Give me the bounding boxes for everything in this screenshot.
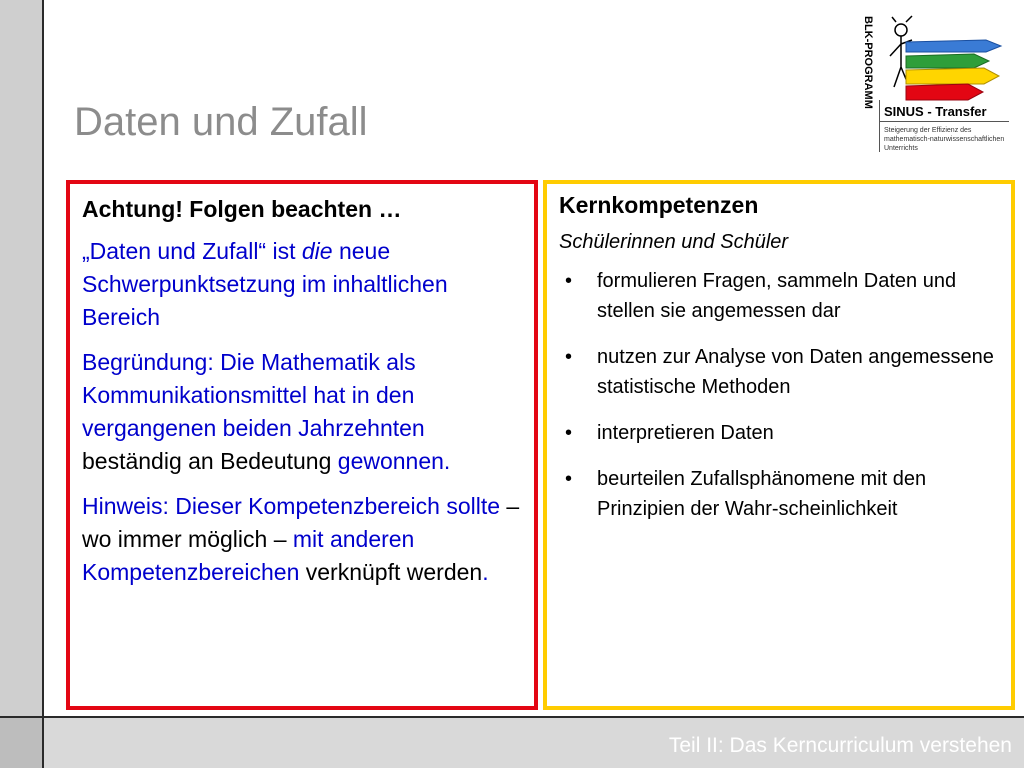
attention-paragraph-note-part4: verknüpft werden xyxy=(305,559,483,585)
list-item-text: formulieren Fragen, sammeln Daten und stellen sie angemessen dar xyxy=(597,270,957,322)
list-item-text: nutzen zur Analyse von Daten angemessene statistische Methoden xyxy=(597,346,994,398)
attention-heading: Achtung! Folgen beachten … xyxy=(82,196,402,222)
list-item-text: interpretieren Daten xyxy=(597,422,774,444)
bullet-marker: • xyxy=(565,270,573,292)
attention-box xyxy=(66,180,538,710)
list-item xyxy=(559,464,999,524)
attention-paragraph-note xyxy=(82,490,522,589)
list-item xyxy=(559,418,999,448)
attention-paragraph-note-part2: – wo immer möglich – xyxy=(82,493,520,552)
attention-paragraph-focus-after: neue Schwerpunktsetzung im inhaltlichen Bereich xyxy=(82,238,448,330)
attention-paragraph-note-part5: . xyxy=(482,559,489,585)
bullet-marker: • xyxy=(565,422,573,444)
attention-paragraph-focus xyxy=(82,235,522,334)
list-item-text: beurteilen Zufallsphänomene mit den Prinzipien der Wahr-scheinlichkeit xyxy=(597,468,927,520)
footer-left-block xyxy=(0,716,44,768)
attention-paragraph-note-part1: Hinweis: Dieser Kompetenzbereich sollte xyxy=(82,493,507,519)
attention-paragraph-focus-before: „Daten und Zufall“ ist xyxy=(82,238,302,264)
left-sidebar-strip xyxy=(0,0,44,768)
core-competencies-box xyxy=(543,180,1015,710)
logo-divider-vertical xyxy=(879,100,880,152)
attention-paragraph-reason-part2: beständig an Bedeutung xyxy=(82,448,332,474)
logo-name: SINUS - Transfer xyxy=(884,104,987,119)
attention-paragraph-focus-emphasis: die xyxy=(301,238,333,264)
logo-program-text: BLK-PROGRAMM xyxy=(862,16,874,109)
attention-paragraph-reason-part3: gewonnen. xyxy=(331,448,451,474)
attention-paragraph-reason xyxy=(82,346,522,478)
bullet-marker: • xyxy=(565,468,573,490)
attention-paragraph-reason-part1: Begründung: Die Mathematik als Kommunikationsmittel hat in den vergangenen beiden Jahrzehnten xyxy=(82,349,425,441)
core-competencies-heading: Kernkompetenzen xyxy=(559,192,759,218)
list-item xyxy=(559,266,999,326)
list-item xyxy=(559,342,999,402)
competency-list xyxy=(559,266,999,524)
footer-text: Teil II: Das Kerncurriculum verstehen xyxy=(668,734,1012,757)
bullet-marker: • xyxy=(565,346,573,368)
slide-title: Daten und Zufall xyxy=(74,100,368,144)
logo-divider-horizontal xyxy=(879,121,1009,122)
core-competencies-subheading: Schülerinnen und Schüler xyxy=(559,231,789,253)
logo-tagline: Steigerung der Effizienz des mathematisch-naturwissenschaftlichen Unterrichts xyxy=(884,127,1005,152)
attention-paragraph-note-part3: mit anderen Kompetenzbereichen xyxy=(82,526,415,585)
